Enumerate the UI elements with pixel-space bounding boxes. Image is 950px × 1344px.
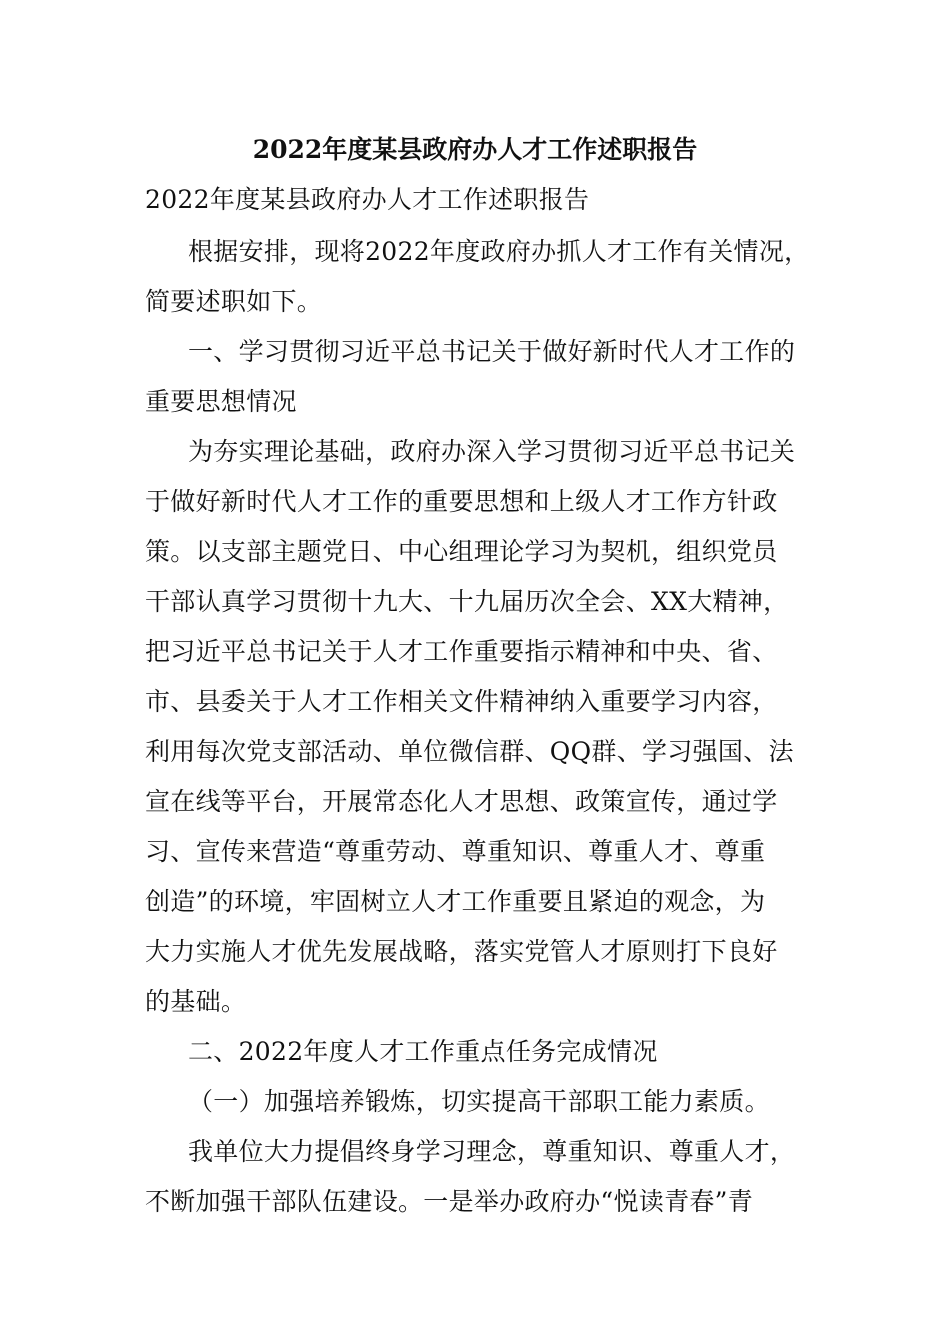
paragraph-line: 不断加强干部队伍建设。一是举办政府办“悦读青春”青 xyxy=(145,1187,754,1216)
paragraph-line: 把习近平总书记关于人才工作重要指示精神和中央、省、 xyxy=(145,637,778,666)
section-heading-line: 二、2022年度人才工作重点任务完成情况 xyxy=(188,1037,658,1066)
document-subtitle: 2022年度某县政府办人才工作述职报告 xyxy=(145,185,590,214)
section-heading-line: 重要思想情况 xyxy=(145,387,297,416)
paragraph-line: 创造”的环境，牢固树立人才工作重要且紧迫的观念，为 xyxy=(145,887,766,916)
subsection-heading-line: （一）加强培养锻炼，切实提高干部职工能力素质。 xyxy=(188,1087,770,1116)
paragraph-line: 根据安排，现将2022年度政府办抓人才工作有关情况， xyxy=(188,237,810,266)
paragraph-line: 简要述职如下。 xyxy=(145,287,323,316)
paragraph-line: 大力实施人才优先发展战略，落实党管人才原则打下良好 xyxy=(145,937,778,966)
paragraph-line: 干部认真学习贯彻十九大、十九届历次全会、XX大精神， xyxy=(145,587,789,616)
paragraph-line: 策。以支部主题党日、中心组理论学习为契机，组织党员 xyxy=(145,537,778,566)
paragraph-line: 的基础。 xyxy=(145,987,247,1016)
paragraph-line: 我单位大力提倡终身学习理念，尊重知识、尊重人才， xyxy=(188,1137,796,1166)
section-heading-line: 一、学习贯彻习近平总书记关于做好新时代人才工作的 xyxy=(188,337,796,366)
paragraph-line: 习、宣传来营造“尊重劳动、尊重知识、尊重人才、尊重 xyxy=(145,837,766,866)
paragraph-line: 于做好新时代人才工作的重要思想和上级人才工作方针政 xyxy=(145,487,778,516)
paragraph-line: 宣在线等平台，开展常态化人才思想、政策宣传，通过学 xyxy=(145,787,778,816)
paragraph-line: 利用每次党支部活动、单位微信群、QQ群、学习强国、法 xyxy=(145,737,794,766)
paragraph-line: 市、县委关于人才工作相关文件精神纳入重要学习内容， xyxy=(145,687,778,716)
paragraph-line: 为夯实理论基础，政府办深入学习贯彻习近平总书记关 xyxy=(188,437,796,466)
document-title: 2022年度某县政府办人才工作述职报告 xyxy=(252,135,698,164)
